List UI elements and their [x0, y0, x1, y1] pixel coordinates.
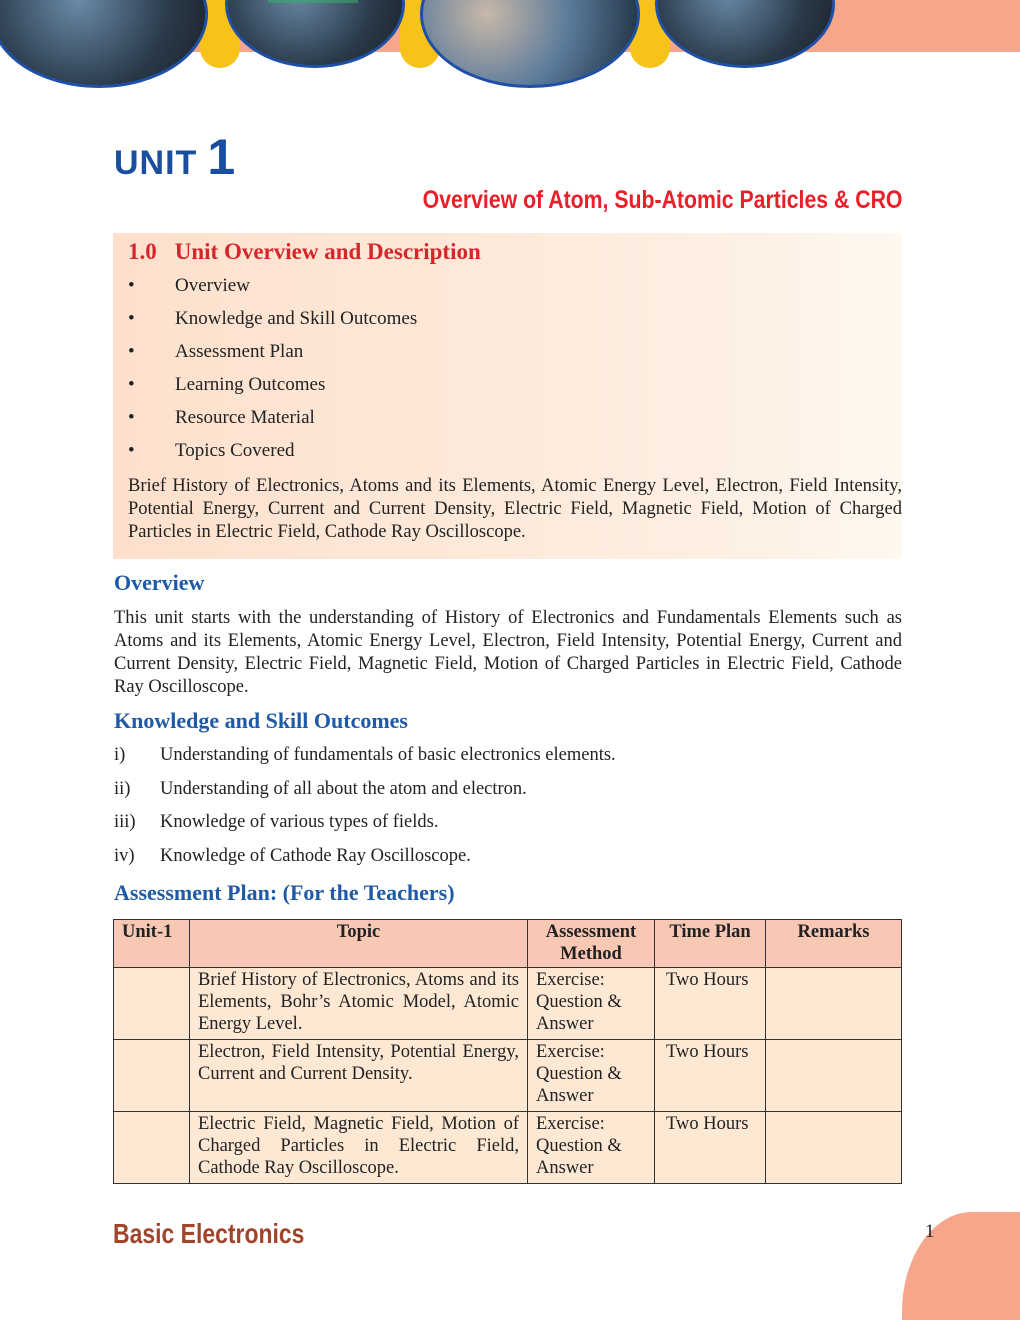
- cell-method: Exercise: Question & Answer: [528, 1112, 655, 1184]
- unit-title: Overview of Atom, Sub-Atomic Particles & CRO: [422, 186, 902, 214]
- cell-topic: Electric Field, Magnetic Field, Motion of Charged Particles in Electric Field, Cathode Ray Oscilloscope.: [190, 1112, 528, 1184]
- photo-circuit-board: [225, 0, 405, 68]
- bullet-item: • Learning Outcomes: [128, 374, 326, 395]
- overview-heading: Overview: [114, 570, 205, 595]
- col-header: Assessment Method: [528, 920, 655, 968]
- photo-breadboard: [420, 0, 640, 88]
- corner-decor: [902, 1212, 1020, 1320]
- cell-unit: [114, 968, 190, 1040]
- page-number: 1: [925, 1221, 935, 1242]
- cell-unit: [114, 1040, 190, 1112]
- outcomes-heading: Knowledge and Skill Outcomes: [114, 708, 408, 733]
- bullet-item: • Overview: [128, 275, 250, 296]
- cell-remarks: [766, 1040, 902, 1112]
- cell-remarks: [766, 968, 902, 1040]
- table-row: [114, 1040, 902, 1112]
- outcome-item: iv) Knowledge of Cathode Ray Oscilloscope.: [114, 846, 471, 866]
- outcome-item: iii) Knowledge of various types of fields.: [114, 812, 439, 832]
- section-heading: 1.0 Unit Overview and Description: [128, 239, 481, 264]
- cell-time: Two Hours: [655, 968, 766, 1040]
- table-row: [114, 1112, 902, 1184]
- book-title: Basic Electronics: [113, 1218, 305, 1249]
- bullet-item: • Assessment Plan: [128, 341, 304, 362]
- bullet-item: • Topics Covered: [128, 440, 295, 461]
- assessment-heading: Assessment Plan: (For the Teachers): [114, 880, 455, 905]
- bullet-item: • Resource Material: [128, 407, 315, 428]
- overview-text: This unit starts with the understanding of History of Electronics and Fundamentals Elements such as Atoms and its Elements, Atomic Energy Level, Electron, Field Intensity, Potential Energy, Current and Current Density, Electric Field, Magnetic Field, Motion of Charged Particles in Electric Field, Cathode Ray Oscilloscope.: [114, 608, 902, 697]
- topics-text: Brief History of Electronics, Atoms and its Elements, Atomic Energy Level, Electron, Field Intensity, Potential Energy, Current and Current Density, Electric Field, Magnetic Field, Motion of Charged Particles in Electric Field, Cathode Ray Oscilloscope.: [128, 476, 902, 542]
- photo-multimeter: [0, 0, 208, 88]
- col-header: Unit-1: [114, 920, 190, 968]
- cell-topic: Brief History of Electronics, Atoms and its Elements, Bohr’s Atomic Model, Atomic Energy Level.: [190, 968, 528, 1040]
- cell-method: Exercise: Question & Answer: [528, 1040, 655, 1112]
- assessment-table: [113, 919, 902, 1184]
- col-header: Remarks: [766, 920, 902, 968]
- table-row: [114, 968, 902, 1040]
- cell-topic: Electron, Field Intensity, Potential Energy, Current and Current Density.: [190, 1040, 528, 1112]
- cell-time: Two Hours: [655, 1040, 766, 1112]
- col-header: Time Plan: [655, 920, 766, 968]
- unit-overview-box: [113, 233, 902, 559]
- cell-time: Two Hours: [655, 1112, 766, 1184]
- unit-label: UNIT 1: [114, 129, 236, 185]
- outcome-item: ii) Understanding of all about the atom and electron.: [114, 779, 527, 799]
- outcome-item: i) Understanding of fundamentals of basic electronics elements.: [114, 745, 616, 765]
- cell-method: Exercise: Question & Answer: [528, 968, 655, 1040]
- cell-unit: [114, 1112, 190, 1184]
- table-header-row: [114, 920, 902, 968]
- col-header: Topic: [190, 920, 528, 968]
- photo-soldering: [655, 0, 835, 68]
- cell-remarks: [766, 1112, 902, 1184]
- bullet-item: • Knowledge and Skill Outcomes: [128, 308, 418, 329]
